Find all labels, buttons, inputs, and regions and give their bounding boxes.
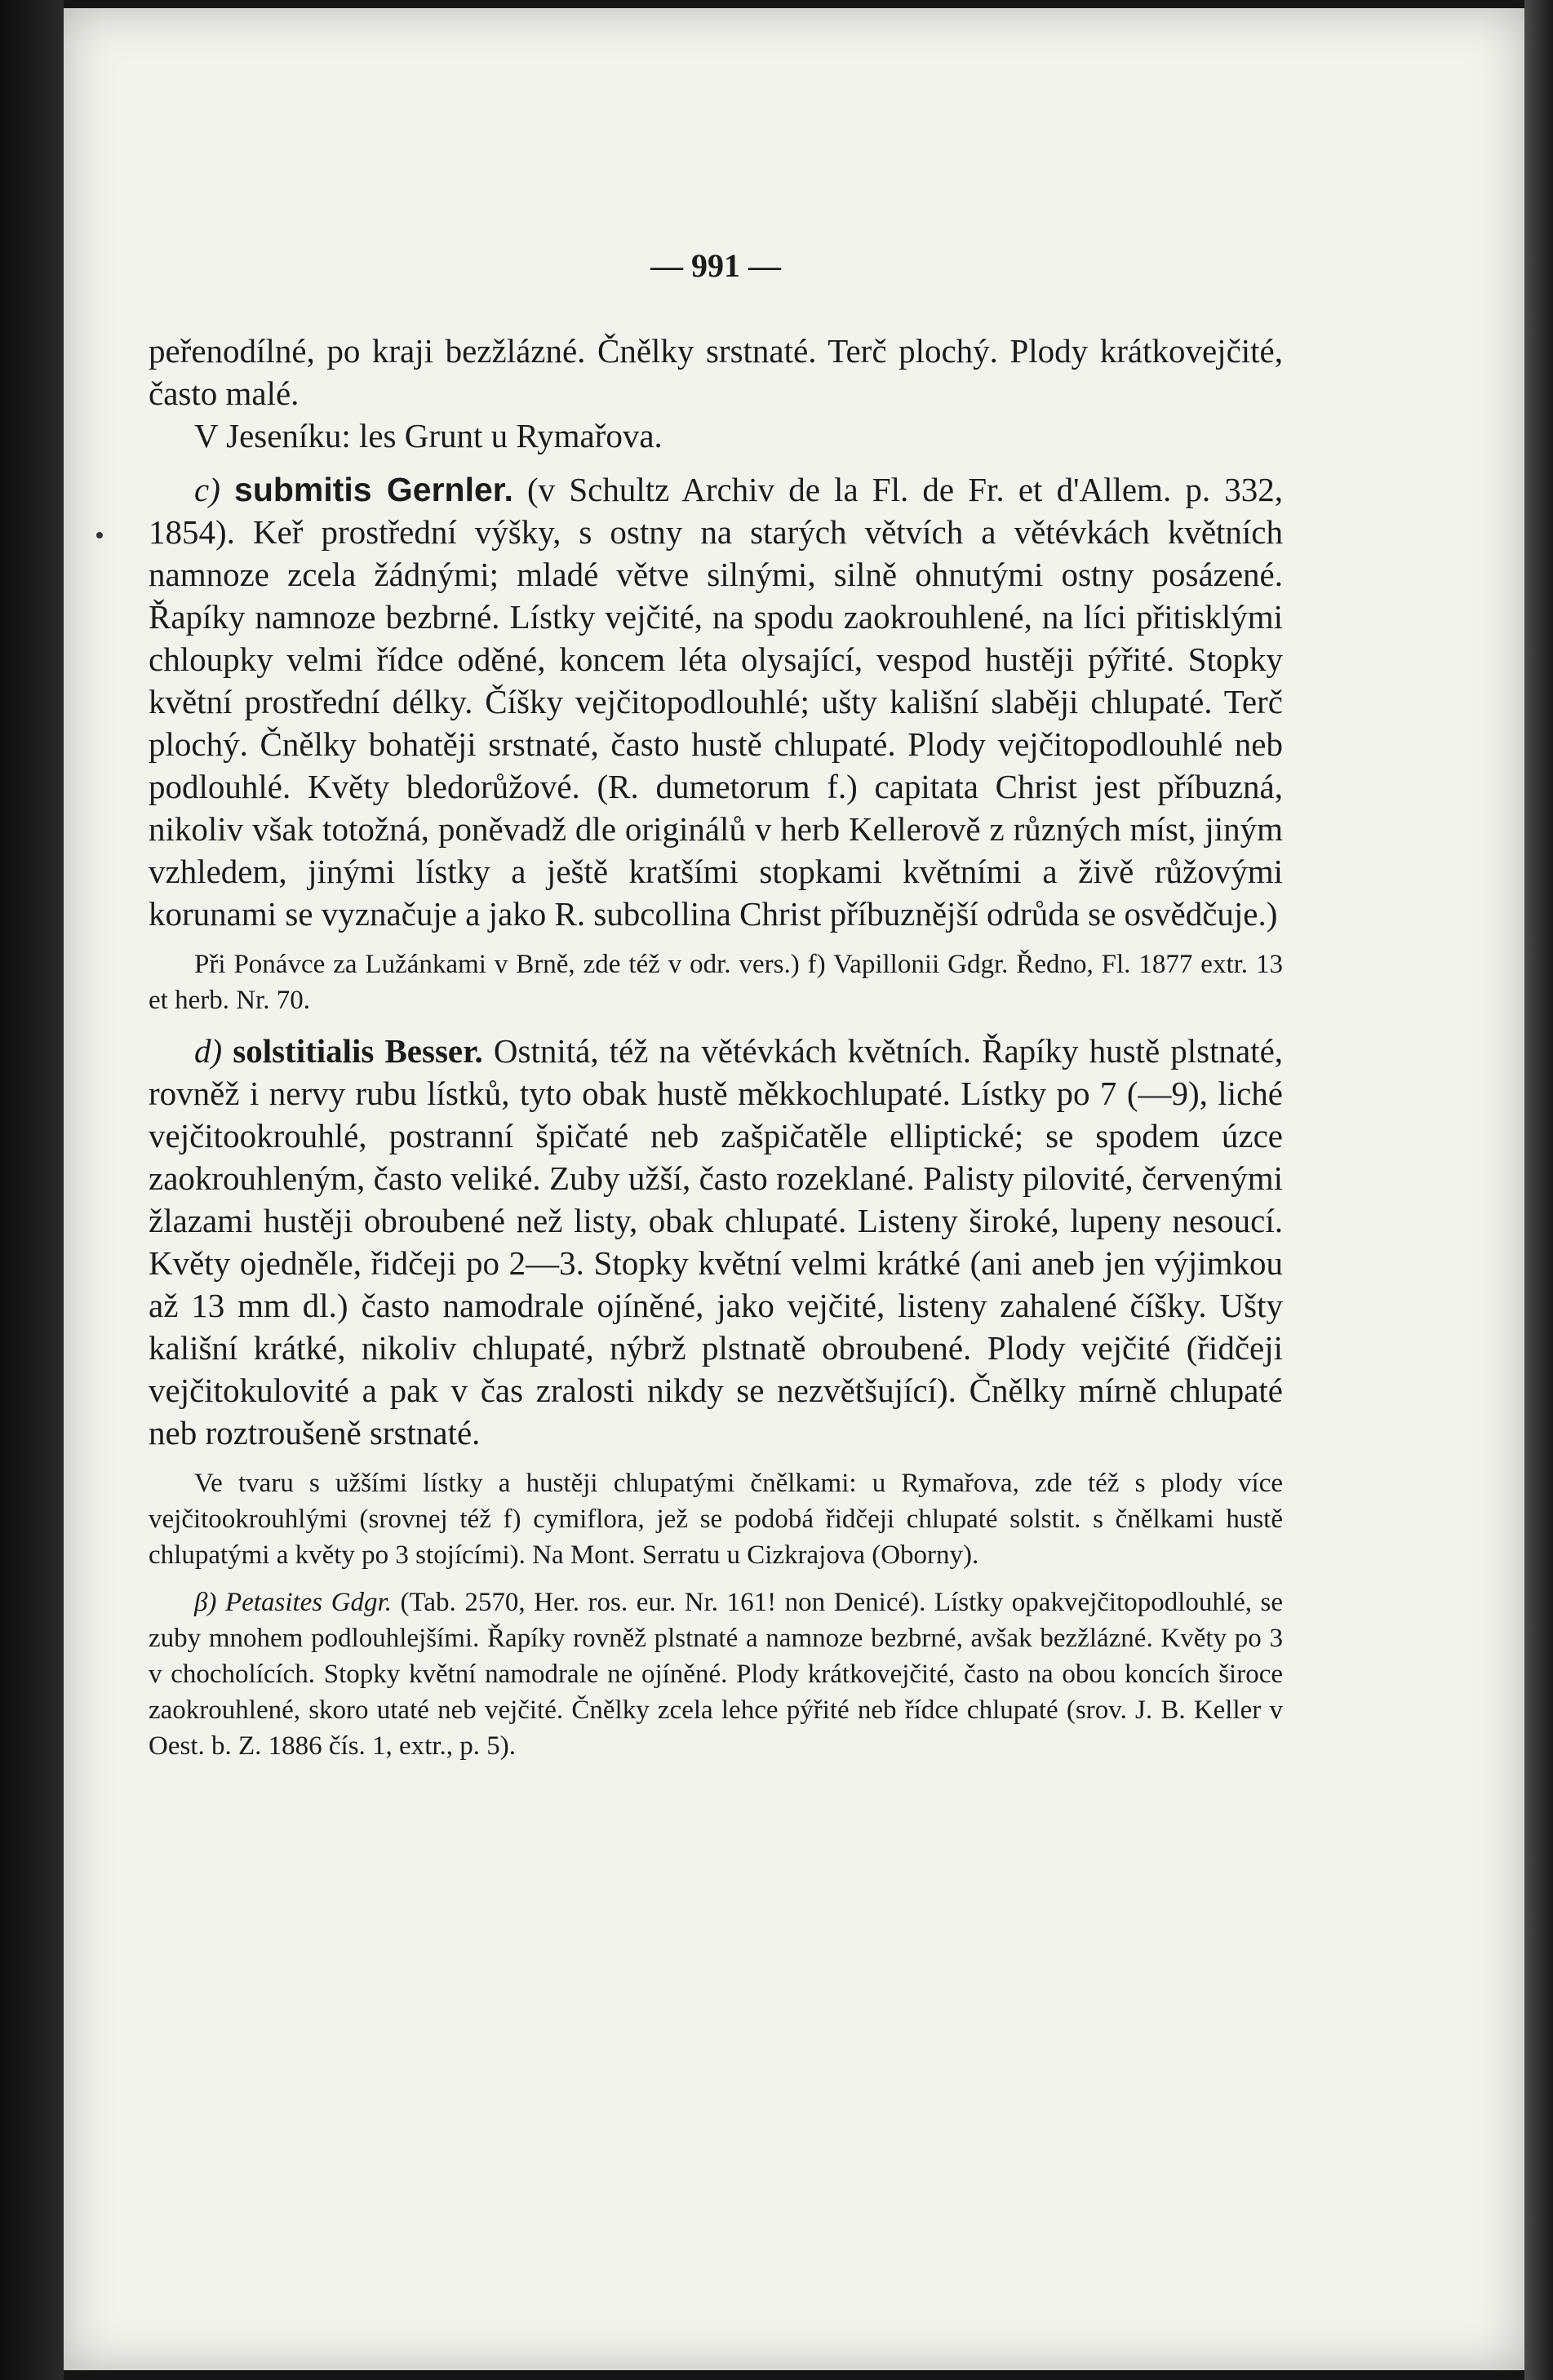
c-text: (v Schultz Archiv de la Fl. de Fr. et d'Allem. p. 332, 1854). Keř prostřední výšky, s ostny na starých větvích a větévkách květních namnoze zcela žádnými; mladé větve silnými, silně ohnutými ostny posázené. Řapíky namnoze bezbrné. Lístky vejčité, na spodu zaokrouhlené, na líci přitisklými chloupky velmi řídce oděné, koncem léta olysající, vespod hustěji pýřité. Stopky květní prostřední délky. Číšky vejčitopodlouhlé; ušty kališní slaběji chlupaté. Terč plochý. Čnělky bohatěji srstnaté, často hustě chlupaté. Plody vejčitopodlouhlé neb podlouhlé. Květy bledorůžové. (R. dumetorum f.) capitata Christ jest příbuzná, nikoliv však totožná, poněvadž dle originálů v herb Kellerově z různých míst, jiným vzhledem, jinými lístky a ještě kratšími stopkami květními a živě růžovými korunami se vyznačuje a jako R. subcollina Christ příbuznější odrůda se osvědčuje.) — [149, 471, 1284, 933]
beta-name: Petasites Gdgr. — [225, 1588, 392, 1617]
scan-right-edge — [1524, 0, 1553, 2380]
page-content — [149, 245, 1283, 1764]
d-label: d) — [194, 1032, 223, 1070]
paragraph-continuation: peřenodílné, po kraji bezžlázné. Čnělky srstnaté. Terč plochý. Plody krátkovejčité, často malé. — [149, 332, 1283, 412]
paragraph-beta — [149, 1584, 1283, 1764]
paragraph-c — [149, 468, 1283, 935]
c-name: submitis Gernler. — [234, 471, 513, 508]
locality-line: V Jeseníku: les Grunt u Rymařova. — [194, 417, 663, 454]
c-label: c) — [194, 471, 220, 508]
d-locality: Ve tvaru s užšími lístky a hustěji chlupatými čnělkami: u Rymařova, zde též s plody více vejčitookrouhlými (srovnej též f) cymiflora, jež se podobá řidčeji chlupaté solstit. s čnělkami hustě chlupatými a květy po 3 stojícími). Na Mont. Serratu u Cizkrajova (Oborny). — [149, 1469, 1283, 1570]
scan-left-margin — [0, 0, 64, 2380]
d-name: solstitialis Besser. — [233, 1032, 483, 1070]
beta-label: β) — [194, 1588, 217, 1617]
page-number: — 991 — — [650, 247, 781, 284]
beta-text: (Tab. 2570, Her. ros. eur. Nr. 161! non Deniсé). Lístky opakvejčitopodlouhlé, se zuby mnohem podlouhlejšími. Řapíky rovněž plstnaté a namnoze bezbrné, avšak bezžlázné. Květy po 3 v chocholících. Stopky květní namodrale ne ojíněné. Plody krátkovejčité, často na obou koncích široce zaokrouhlené, skoro utaté neb vejčité. Čnělky zcela lehce pýřité neb řídce chlupaté (srov. J. B. Keller v Oest. b. Z. 1886 čís. 1, extr., p. 5). — [149, 1588, 1284, 1761]
c-locality: Při Ponávce za Lužánkami v Brně, zde též v odr. vers.) f) Vapillonii Gdgr. Ředno, Fl. 1877 extr. 13 et herb. Nr. 70. — [149, 950, 1283, 1015]
paragraph-d — [149, 1030, 1283, 1454]
margin-mark — [96, 532, 103, 538]
d-text: Ostnitá, též na větévkách květních. Řapíky hustě plstnaté, rovněž i nervy rubu lístků, tyto obak hustě měkkochlupaté. Lístky po 7 (—9), liché vejčitookrouhlé, postranní špičaté neb zašpičatěle elliptické; se spodem úzce zaokrouhleným, často veliké. Zuby užší, často rozeklané. Palisty pilovité, červenými žlazami hustěji obroubené než listy, obak chlupaté. Listeny široké, lupeny nesoucí. Květy ojedněle, řidčeji po 2—3. Stopky květní velmi krátké (ani aneb jen výjimkou až 13 mm dl.) často namodrale ojíněné, jako vejčité, listeny zahalené číšky. Ušty kališní krátké, nikoliv chlupaté, nýbrž plstnatě obroubené. Plody vejčité (řidčeji vejčitokulovité a pak v čas zralosti nikdy se nezvětšující). Čnělky mírně chlupaté neb roztroušeně srstnaté. — [149, 1032, 1284, 1451]
